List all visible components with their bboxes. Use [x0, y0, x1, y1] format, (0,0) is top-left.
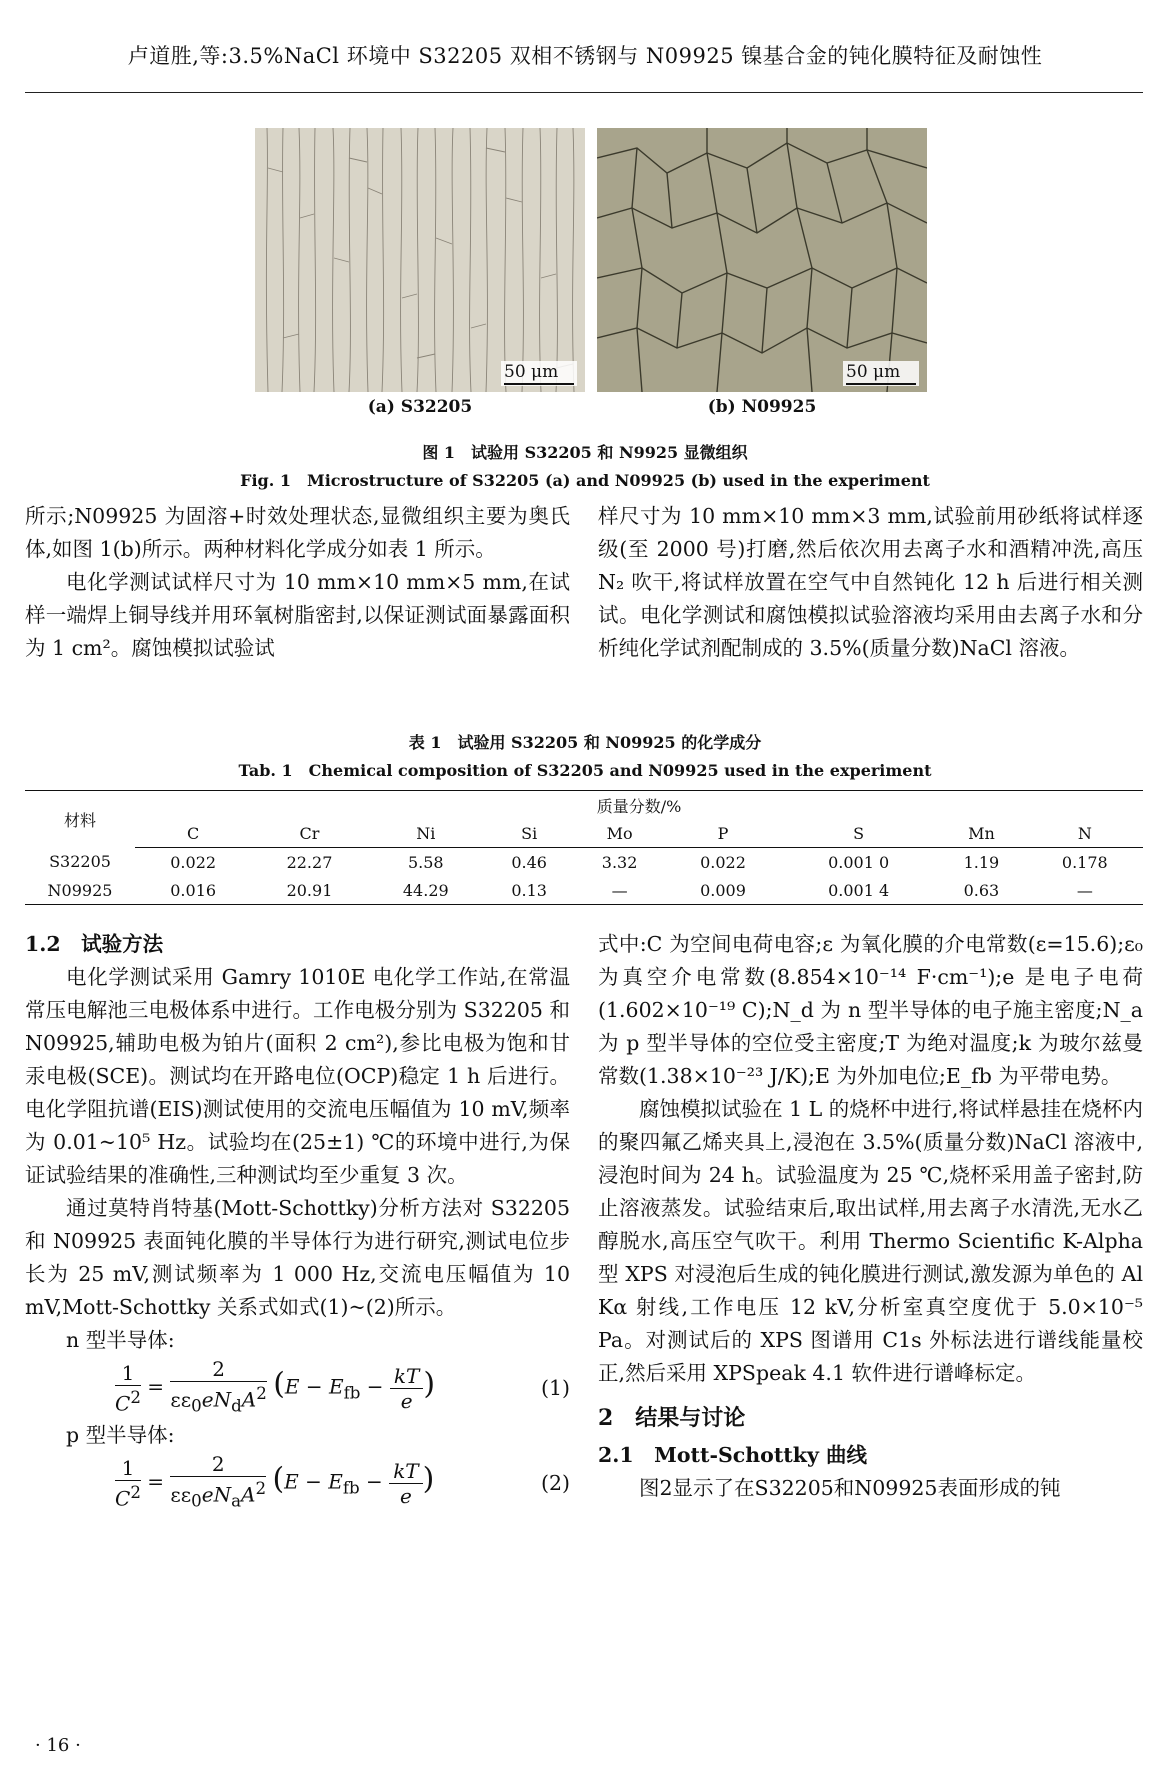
- table-1-caption-cn: 表 1 试验用 S32205 和 N09925 的化学成分: [408, 733, 762, 752]
- table-cell: 0.13: [484, 876, 574, 905]
- section-heading: 2 结果与讨论: [598, 1405, 746, 1431]
- paragraph: 电化学测试采用 Gamry 1010E 电化学工作站,在常温常压电解池三电极体系中进行。工作电极分别为 S32205 和 N09925,辅助电极为铂片(面积 2 cm²),参比电极为饱和甘汞电极(SCE)。测试均在开路电位(OCP)稳定 1 h 后进行。电化学阻抗谱(EIS)测试使用的交流电压幅值为 10 mV,频率为 0.01~10⁵ Hz。试验均在(25±1) ℃的环境中进行,为保证试验结果的准确性,三种测试均至少重复 3 次。: [25, 965, 570, 1187]
- equation-2-number: (2): [540, 1470, 570, 1495]
- table-header-cell: P: [665, 819, 781, 848]
- running-header: 卢道胜,等:3.5%NaCl 环境中 S32205 双相不锈钢与 N09925 镍基合金的钝化膜特征及耐蚀性: [127, 44, 1043, 68]
- equation-1: [25, 1357, 570, 1419]
- scale-bar-b: [843, 361, 919, 386]
- table-header-cell: C: [135, 819, 251, 848]
- table-cell: S32205: [49, 852, 111, 872]
- equation-1-number: (1): [540, 1375, 570, 1400]
- table-cell: 1.19: [963, 852, 1000, 872]
- micrograph-n09925: [597, 128, 927, 392]
- figure-1-caption-cn: 图 1 试验用 S32205 和 N9925 显微组织: [422, 443, 748, 462]
- micrograph-s32205: [255, 128, 585, 392]
- equation-label: n 型半导体:: [66, 1328, 175, 1352]
- table-cell: 5.58: [407, 852, 444, 872]
- table-header-material: 材料: [25, 791, 135, 848]
- table-1-caption-en: Tab. 1 Chemical composition of S32205 and N09925 used in the experiment: [238, 761, 932, 780]
- table-cell: —: [1027, 876, 1143, 905]
- table-cell: 0.001 0: [828, 852, 890, 872]
- table-header-cell: Cr: [251, 819, 367, 848]
- table-cell: —: [574, 876, 664, 905]
- paragraph: 样尺寸为 10 mm×10 mm×3 mm,试验前用砂纸将试样逐级(至 2000 号)打磨,然后依次用去离子水和酒精冲洗,高压 N₂ 吹干,将试样放置在空气中自然钝化 12 h 后进行相关测试。电化学测试和腐蚀模拟试验溶液均采用由去离子水和分析纯化学试剂配制成的 3.5%(质量分数)NaCl 溶液。: [598, 504, 1143, 660]
- table-cell: 0.178: [1061, 852, 1108, 872]
- table-cell: 0.46: [511, 852, 547, 872]
- table-header-group: 质量分数/%: [135, 791, 1143, 820]
- table-cell: N09925: [25, 876, 135, 905]
- table-cell: 0.022: [170, 852, 217, 872]
- section-heading: 1.2 试验方法: [25, 932, 164, 956]
- paragraph: 腐蚀模拟试验在 1 L 的烧杯中进行,将试样悬挂在烧杯内的聚四氟乙烯夹具上,浸泡在 3.5%(质量分数)NaCl 溶液中,浸泡时间为 24 h。试验温度为 25 ℃,烧杯采用盖子密封,防止溶液蒸发。试验结束后,取出试样,用去离子水清洗,无水乙醇脱水,高压空气吹干。利用 Thermo Scientific K-Alpha 型 XPS 对浸泡后生成的钝化膜进行测试,激发源为单色的 Al Kα 射线,工作电压 12 kV,分析室真空度优于 5.0×10⁻⁵ Pa。对测试后的 XPS 图谱用 C1s 外标法进行谱线能量校正,然后采用 XPSpeak 4.1 软件进行谱峰标定。: [598, 1097, 1143, 1385]
- micrograph-n09925-image: [597, 128, 927, 392]
- equation-2: [25, 1452, 570, 1514]
- table-cell: 3.32: [601, 852, 638, 872]
- right-column-bottom: [598, 928, 1143, 1505]
- subsection-heading: 2.1 Mott-Schottky 曲线: [598, 1443, 868, 1467]
- table-cell: 0.009: [665, 876, 781, 905]
- scale-bar-a-label: 50 μm: [504, 362, 559, 382]
- table-header-cell: Ni: [368, 819, 484, 848]
- table-header-cell: S: [781, 819, 936, 848]
- figure-1b-label: (b) N09925: [707, 397, 817, 417]
- paragraph: 图2显示了在S32205和N09925表面形成的钝: [639, 1476, 1061, 1500]
- paragraph: 式中:C 为空间电荷电容;ε 为氧化膜的介电常数(ε=15.6);ε₀ 为真空介电常数(8.854×10⁻¹⁴ F·cm⁻¹);e 是电子电荷(1.602×10⁻¹⁹ C);N_d 为 n 型半导体的电子施主密度;N_a 为 p 型半导体的空位受主密度;T 为绝对温度;k 为玻尔兹曼常数(1.38×10⁻²³ J/K);E 为外加电位;E_fb 为平带电势。: [598, 932, 1143, 1088]
- table-cell: 20.91: [251, 876, 367, 905]
- header-rule: [25, 92, 1143, 93]
- figure-1a-label: (a) S32205: [367, 397, 473, 417]
- composition-table: [25, 790, 1143, 905]
- paragraph: 通过莫特肖特基(Mott-Schottky)分析方法对 S32205 和 N09925 表面钝化膜的半导体行为进行研究,测试电位步长为 25 mV,测试频率为 1 000 Hz,交流电压幅值为 10 mV,Mott-Schottky 关系式如式(1)~(2)所示。: [25, 1196, 570, 1319]
- scale-bar-a: [501, 361, 577, 386]
- table-cell: 0.63: [936, 876, 1026, 905]
- equation-2-body: $\frac{1}{C^2}$ = $\frac{2}{\varepsilon\varepsilon_0eN_aA^2}$ ($E - E_{fb}$ − $\frac{kT}{e}$ ): [115, 1452, 435, 1511]
- equation-1-body: $\frac{1}{C^2}$ = $\frac{2}{\varepsilon\varepsilon_0eN_dA^2}$ ($E - E_{fb}$ − $\frac{kT}{e}$ ): [115, 1357, 436, 1416]
- table-cell: 0.001 4: [781, 876, 936, 905]
- paragraph: 所示;N09925 为固溶+时效处理状态,显微组织主要为奥氏体,如图 1(b)所示。两种材料化学成分如表 1 所示。: [25, 504, 570, 561]
- table-header-cell: Mo: [574, 819, 664, 848]
- equation-label: p 型半导体:: [66, 1423, 175, 1447]
- page-number: · 16 ·: [35, 1735, 81, 1756]
- table-cell: 44.29: [368, 876, 484, 905]
- table-cell: 0.016: [135, 876, 251, 905]
- left-column-top: [25, 500, 570, 665]
- figure-1-caption-en: Fig. 1 Microstructure of S32205 (a) and N09925 (b) used in the experiment: [240, 471, 930, 490]
- scale-bar-b-label: 50 μm: [846, 362, 901, 382]
- micrograph-s32205-image: [255, 128, 585, 392]
- left-column-bottom: [25, 928, 570, 1514]
- table-header-cell: Mn: [936, 819, 1026, 848]
- paragraph: 电化学测试试样尺寸为 10 mm×10 mm×5 mm,在试样一端焊上铜导线并用环氧树脂密封,以保证测试面暴露面积为 1 cm²。腐蚀模拟试验试: [25, 570, 570, 660]
- table-cell: 0.022: [700, 852, 746, 872]
- table-row: [25, 848, 1143, 877]
- table-cell: 22.27: [286, 852, 333, 872]
- table-header-cell: N: [1027, 819, 1143, 848]
- right-column-top: [598, 500, 1143, 665]
- table-row: [25, 876, 1143, 905]
- table-header-cell: Si: [484, 819, 574, 848]
